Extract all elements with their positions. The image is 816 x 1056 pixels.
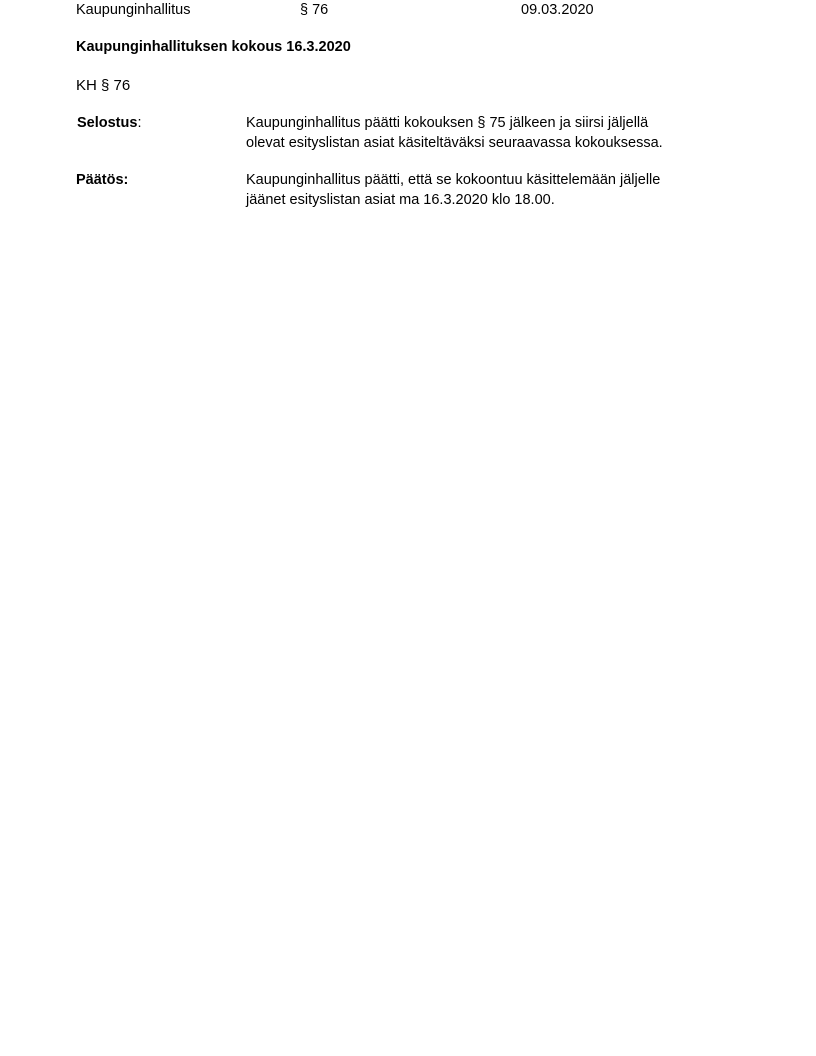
- header-organization: Kaupunginhallitus: [76, 2, 191, 18]
- meeting-title: Kaupunginhallituksen kokous 16.3.2020: [76, 39, 351, 55]
- paatos-label: [76, 170, 128, 190]
- selostus-text: [246, 113, 746, 153]
- paatos-line-2: jäänet esityslistan asiat ma 16.3.2020 klo 18.00.: [246, 192, 555, 208]
- selostus-line-1: Kaupunginhallitus päätti kokouksen § 75 jälkeen ja siirsi jäljellä: [246, 115, 649, 131]
- selostus-label-colon: :: [137, 115, 142, 131]
- selostus-label: [77, 113, 141, 133]
- paatos-line-1: Kaupunginhallitus päätti, että se kokoontuu käsittelemään jäljelle: [246, 172, 661, 188]
- section-reference: KH § 76: [76, 77, 131, 94]
- paatos-text: [246, 170, 746, 210]
- document-header: [0, 1, 816, 21]
- selostus-line-2: olevat esityslistan asiat käsiteltäväksi seuraavassa kokouksessa.: [246, 135, 663, 151]
- header-section-number: § 76: [300, 2, 329, 18]
- paatos-section: [76, 170, 756, 212]
- selostus-section: [76, 113, 756, 155]
- paatos-label-text: Päätös:: [76, 172, 129, 188]
- header-date: 09.03.2020: [521, 2, 594, 18]
- selostus-label-text: Selostus: [77, 115, 138, 131]
